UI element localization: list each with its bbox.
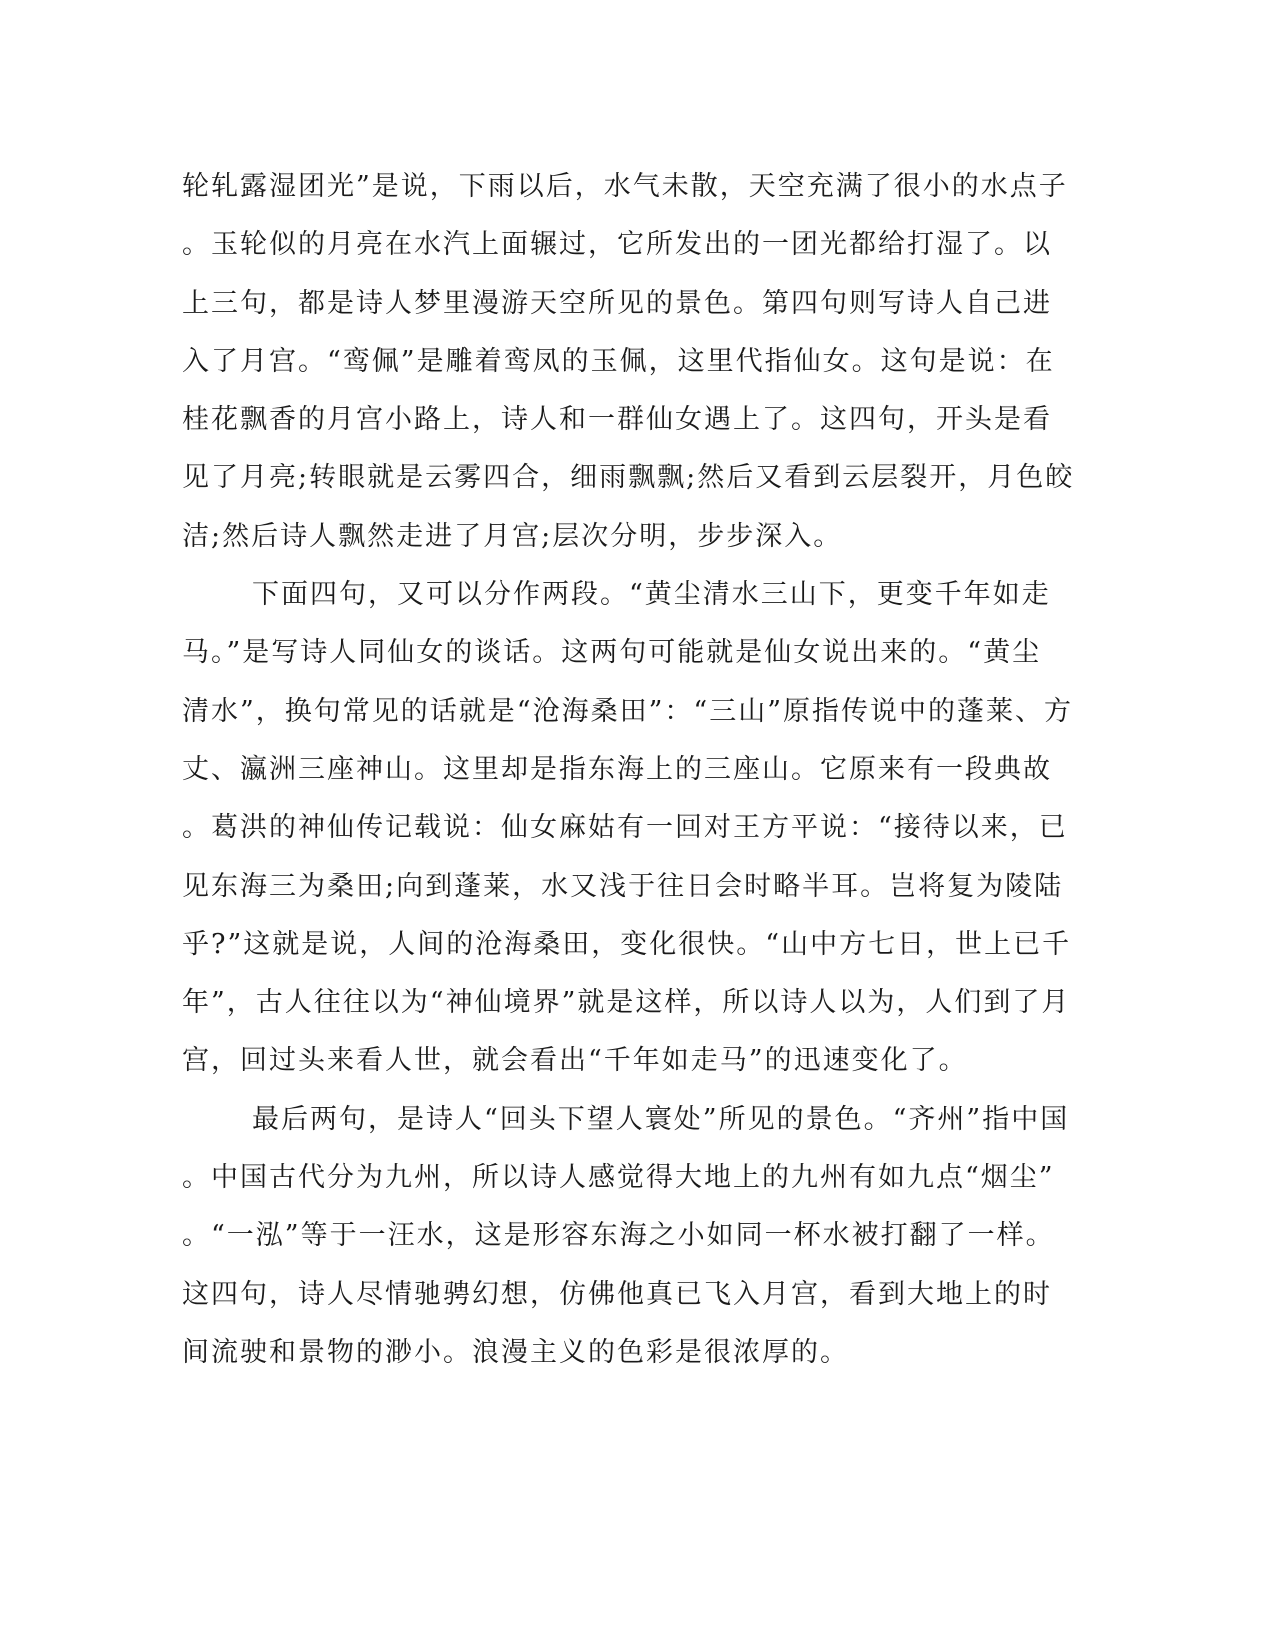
text-line: 上三句，都是诗人梦里漫游天空所见的景色。第四句则写诗人自己进 bbox=[182, 287, 1052, 319]
text-line: 马。”是写诗人同仙女的谈话。这两句可能就是仙女说出来的。“黄尘 bbox=[182, 637, 1042, 669]
text-line: 宫，回过头来看人世，就会看出“千年如走马”的迅速变化了。 bbox=[182, 1045, 968, 1077]
text-line: 入了月宫。“鸾佩”是雕着鸾凤的玉佩，这里代指仙女。这句是说：在 bbox=[182, 345, 1055, 377]
text-line: 。葛洪的神仙传记载说：仙女麻姑有一回对王方平说：“接待以来，已 bbox=[182, 812, 1068, 844]
text-line: 年”，古人往往以为“神仙境界”就是这样，所以诗人以为，人们到了月 bbox=[182, 987, 1071, 1019]
text-line: 这四句，诗人尽情驰骋幻想，仿佛他真已飞入月宫，看到大地上的时 bbox=[182, 1278, 1052, 1310]
text-line: 见了月亮;转眼就是云雾四合，细雨飘飘;然后又看到云层裂开，月色皎 bbox=[182, 462, 1075, 494]
text-line: 桂花飘香的月宫小路上，诗人和一群仙女遇上了。这四句，开头是看 bbox=[182, 404, 1052, 436]
text-line: 丈、瀛洲三座神山。这里却是指东海上的三座山。它原来有一段典故 bbox=[182, 753, 1052, 785]
text-line: 。玉轮似的月亮在水汽上面辗过，它所发出的一团光都给打湿了。以 bbox=[182, 229, 1052, 261]
text-line-paragraph-start: 最后两句，是诗人“回头下望人寰处”所见的景色。“齐州”指中国 bbox=[252, 1103, 1070, 1135]
text-line: 乎?”这就是说，人间的沧海桑田，变化很快。“山中方七日，世上已千 bbox=[182, 928, 1072, 960]
text-line-paragraph-start: 下面四句，又可以分作两段。“黄尘清水三山下，更变千年如走 bbox=[252, 579, 1051, 611]
text-line: 见东海三为桑田;向到蓬莱，水又浅于往日会时略半耳。岂将复为陵陆 bbox=[182, 870, 1064, 902]
text-line: 。中国古代分为九州，所以诗人感觉得大地上的九州有如九点“烟尘” bbox=[182, 1162, 1055, 1194]
text-line: 清水”，换句常见的话就是“沧海桑田”：“三山”原指传说中的蓬莱、方 bbox=[182, 695, 1074, 727]
text-line: 。“一泓”等于一汪水，这是形容东海之小如同一杯水被打翻了一样。 bbox=[182, 1220, 1055, 1252]
body-text bbox=[182, 158, 1075, 1382]
text-line: 轮轧露湿团光”是说，下雨以后，水气未散，天空充满了很小的水点子 bbox=[182, 171, 1068, 202]
text-line: 洁;然后诗人飘然走进了月宫;层次分明，步步深入。 bbox=[182, 520, 843, 552]
text-line: 间流驶和景物的渺小。浪漫主义的色彩是很浓厚的。 bbox=[182, 1336, 849, 1368]
